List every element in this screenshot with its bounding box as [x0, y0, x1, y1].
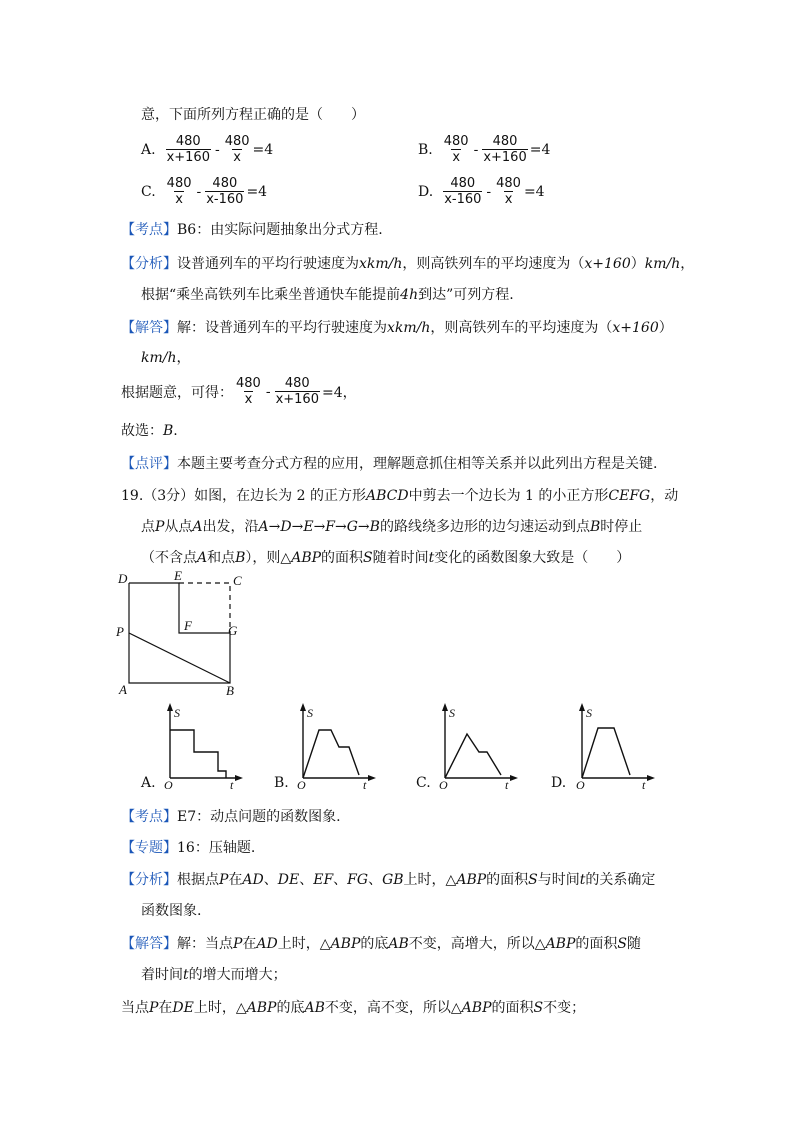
section-tag: 【专题】 [121, 840, 177, 856]
math-var: DE [172, 1000, 194, 1016]
axis-label-t: t [363, 778, 367, 790]
math-var: A→D→E→F→G→B [258, 519, 380, 535]
graph-option-a-label[interactable]: A. [141, 775, 156, 791]
math-var: P [233, 936, 243, 952]
text: E7：动点问题的函数图象. [177, 809, 341, 825]
text: 16：压轴题. [177, 840, 256, 856]
text: 不变，高增大，所以△ [408, 936, 546, 952]
math-var: t [579, 872, 586, 888]
math-var: t [428, 550, 435, 566]
text: . [173, 423, 178, 439]
math-var: S [533, 1000, 544, 1016]
graph-option-c-label[interactable]: C. [416, 775, 431, 791]
q18-option-d[interactable] [418, 176, 545, 207]
math-var: ABP [545, 936, 576, 952]
option-label: C. [141, 183, 156, 200]
axis-label-s: S [586, 706, 592, 720]
text: 根据“乘坐高铁列车比乘坐普通快车能提前 [141, 287, 401, 303]
text: 解：当点 [177, 936, 233, 952]
equals-rhs: =4 [246, 183, 268, 200]
math-var: x+160 [584, 256, 631, 272]
equals-rhs: =4 [529, 141, 551, 158]
math-var: 4h [400, 287, 419, 303]
graph-curve [170, 730, 226, 778]
text: 、 [263, 872, 278, 888]
graph-curve [445, 734, 501, 778]
text: 不变； [543, 1000, 586, 1016]
text: ， [176, 350, 191, 366]
equals-rhs: =4， [321, 384, 357, 401]
q18-answer [121, 420, 178, 440]
text: 在 [228, 872, 243, 888]
text: ， [680, 256, 695, 272]
text: 的增大而增大； [188, 967, 287, 983]
label-g: G [228, 623, 238, 638]
text: 上时，△ [403, 872, 457, 888]
equals-rhs: =4 [252, 141, 274, 158]
axis-label-s: S [449, 706, 455, 720]
text: 故选： [121, 423, 163, 439]
fraction: $\frac{480}{x+160}$ [275, 376, 319, 407]
math-var: xkm/h [359, 256, 403, 272]
math-var: AB [304, 1000, 325, 1016]
text: 的底 [360, 936, 389, 952]
graph-option-c[interactable] [433, 700, 519, 790]
minus-sign: - [214, 141, 220, 158]
math-var: B [235, 550, 246, 566]
minus-sign: - [196, 183, 202, 200]
axis-label-s: S [174, 706, 180, 720]
equals-rhs: =4 [523, 183, 545, 200]
q19-kaodian [121, 806, 341, 826]
axis-label-t: t [230, 778, 234, 790]
section-tag: 【解答】 [121, 320, 177, 336]
math-var: ABP [330, 936, 361, 952]
math-var: x+160 [612, 320, 659, 336]
math-var: ABP [246, 1000, 277, 1016]
text: 中剪去一个边长为 1 的小正方形 [408, 488, 609, 504]
text: 、 [333, 872, 348, 888]
minus-sign: - [265, 383, 271, 400]
math-var: B [163, 423, 174, 439]
q18-intro: 意，下面所列方程正确的是（ ） [141, 107, 365, 123]
math-var: P [219, 872, 229, 888]
text: ，则高铁列车的平均速度为（ [430, 320, 613, 336]
fraction: $\frac{480}{x+160}$ [483, 134, 527, 165]
math-var: A [197, 550, 208, 566]
math-var: xkm/h [387, 320, 431, 336]
math-var: GB [382, 872, 404, 888]
math-var: km/h [141, 350, 177, 366]
fraction: $\frac{480}{x}$ [443, 134, 469, 165]
q18-jieda [121, 317, 673, 337]
text: 、 [368, 872, 383, 888]
math-var: EF [313, 872, 334, 888]
math-var: AD [242, 872, 264, 888]
math-var: km/h [644, 256, 681, 272]
q18-equation [121, 376, 357, 407]
text: 不变，高不变，所以△ [324, 1000, 462, 1016]
text: ） [630, 256, 645, 272]
q18-kaodian [121, 219, 383, 239]
kaodian-text: B6：由实际问题抽象出分式方程. [177, 222, 383, 238]
arrow-right-icon [510, 775, 518, 781]
math-var: P [155, 519, 165, 535]
q19-last-line [121, 997, 585, 1017]
text: 在 [158, 1000, 173, 1016]
text: （不含点 [141, 550, 197, 566]
axis-label-o: O [297, 778, 306, 790]
label-e: E [174, 568, 182, 583]
text: 根据点 [177, 872, 219, 888]
math-var: S [528, 872, 538, 888]
option-label: B. [418, 141, 433, 158]
axis-label-s: S [307, 706, 313, 720]
text: 与时间 [537, 872, 580, 888]
q19-line3 [141, 547, 630, 567]
polygon-outline [129, 583, 230, 683]
section-tag: 【分析】 [121, 872, 177, 888]
section-tag: 【考点】 [121, 222, 177, 238]
math-var: ABP [456, 872, 487, 888]
label-f: F [184, 618, 192, 633]
math-var: A [192, 519, 203, 535]
text: 设普通列车的平均行驶速度为 [177, 256, 359, 272]
fraction: $\frac{480}{x-160}$ [444, 176, 482, 207]
text: ），则△ [245, 550, 292, 566]
math-var: ABP [461, 1000, 492, 1016]
graph-option-b-label[interactable]: B. [274, 775, 289, 791]
text: 当点 [121, 1000, 149, 1016]
q18-dianping [121, 453, 657, 473]
label-a: A [119, 682, 127, 697]
fraction: $\frac{480}{x}$ [236, 376, 261, 407]
math-var: t [183, 967, 189, 983]
q18-option-b[interactable] [418, 134, 550, 165]
text: 的关系确定 [585, 872, 656, 888]
label-d: D [118, 571, 128, 586]
axis-label-o: O [439, 778, 448, 790]
option-label: D. [418, 183, 434, 200]
arrow-right-icon [235, 775, 243, 781]
text: 的面积 [575, 936, 618, 952]
text: 从点 [164, 519, 193, 535]
text: 着时间 [141, 967, 183, 983]
option-label: A. [141, 141, 156, 158]
axis-label-t: t [642, 778, 646, 790]
label-b: B [226, 683, 234, 698]
text: 、 [299, 872, 314, 888]
text: 19.（3分）如图，在边长为 2 的正方形 [121, 488, 366, 504]
text: 时停止 [600, 519, 643, 535]
text: 上时，△ [193, 1000, 247, 1016]
text: ，动 [650, 488, 679, 504]
graph-option-b[interactable] [291, 700, 377, 790]
text: 点 [141, 519, 155, 535]
math-var: B [589, 519, 601, 535]
arrow-right-icon [647, 775, 655, 781]
arrow-up-icon [579, 703, 585, 711]
text: 上时，△ [277, 936, 331, 952]
text: 的面积 [486, 872, 529, 888]
text: 出发，沿 [202, 519, 259, 535]
label-p: P [116, 624, 124, 639]
graph-option-d-label[interactable]: D. [551, 775, 567, 791]
q19-fenxi-line2: 函数图象. [141, 903, 202, 919]
arrow-up-icon [167, 703, 173, 711]
q18-fenxi [121, 253, 694, 273]
math-var: AB [388, 936, 409, 952]
fraction: $\frac{480}{x}$ [224, 134, 250, 165]
text: 根据题意，可得： [121, 384, 233, 401]
axis-label-t: t [505, 778, 509, 790]
text: 的底 [276, 1000, 305, 1016]
square-figure [110, 568, 260, 698]
q19-zhuanti [121, 837, 255, 857]
section-tag: 【解答】 [121, 936, 177, 952]
math-var: AD [256, 936, 278, 952]
text: 的面积 [321, 550, 364, 566]
section-tag: 【点评】 [121, 456, 177, 472]
math-var: ABP [291, 550, 322, 566]
q19-line2 [141, 516, 642, 536]
text: 在 [242, 936, 257, 952]
q19-jieda [121, 933, 641, 953]
q18-jieda-line2 [141, 347, 191, 367]
math-var: ABCD [365, 488, 409, 504]
text: 到达”可列方程. [418, 287, 514, 303]
minus-sign: - [473, 141, 479, 158]
math-var: FG [347, 872, 369, 888]
text: ，则高铁列车的平均速度为（ [402, 256, 585, 272]
fraction: $\frac{480}{x}$ [166, 176, 192, 207]
text: 的路线绕多边形的边匀速运动到点 [379, 519, 590, 535]
fraction: $\frac{480}{x-160}$ [206, 176, 244, 207]
arrow-up-icon [300, 703, 306, 711]
q19-line1 [121, 485, 678, 505]
segment-pb [129, 633, 230, 683]
text: ） [658, 320, 673, 336]
math-var: S [617, 936, 627, 952]
axis-label-o: O [164, 778, 173, 790]
text: 和点 [207, 550, 236, 566]
math-var: DE [277, 872, 300, 888]
text: 变化的函数图象大致是（ ） [434, 550, 631, 566]
q18-fenxi-line2 [141, 284, 514, 304]
text: 本题主要考查分式方程的应用，理解题意抓住相等关系并以此列出方程是关键. [177, 456, 658, 472]
label-c: C [233, 573, 242, 588]
fraction: $\frac{480}{x+160}$ [166, 134, 210, 165]
graph-curve [582, 728, 630, 778]
axis-label-o: O [576, 778, 585, 790]
fraction: $\frac{480}{x}$ [496, 176, 521, 207]
arrow-up-icon [442, 703, 448, 711]
math-var: CEFG [608, 488, 651, 504]
math-var: S [363, 550, 373, 566]
section-tag: 【考点】 [121, 809, 177, 825]
q19-jieda-line2 [141, 964, 287, 984]
text: 随着时间 [372, 550, 429, 566]
q18-option-c[interactable] [141, 176, 267, 207]
text: 的面积 [491, 1000, 534, 1016]
graph-option-a[interactable] [158, 700, 244, 790]
text: 解：设普通列车的平均行驶速度为 [177, 320, 387, 336]
math-var: P [149, 1000, 159, 1016]
section-tag: 【分析】 [121, 256, 177, 272]
q19-fenxi [121, 869, 655, 889]
graph-option-d[interactable] [570, 700, 656, 790]
text: 随 [626, 936, 641, 952]
arrow-right-icon [368, 775, 376, 781]
minus-sign: - [486, 183, 492, 200]
graph-curve [303, 730, 359, 778]
q18-option-a[interactable] [141, 134, 273, 165]
